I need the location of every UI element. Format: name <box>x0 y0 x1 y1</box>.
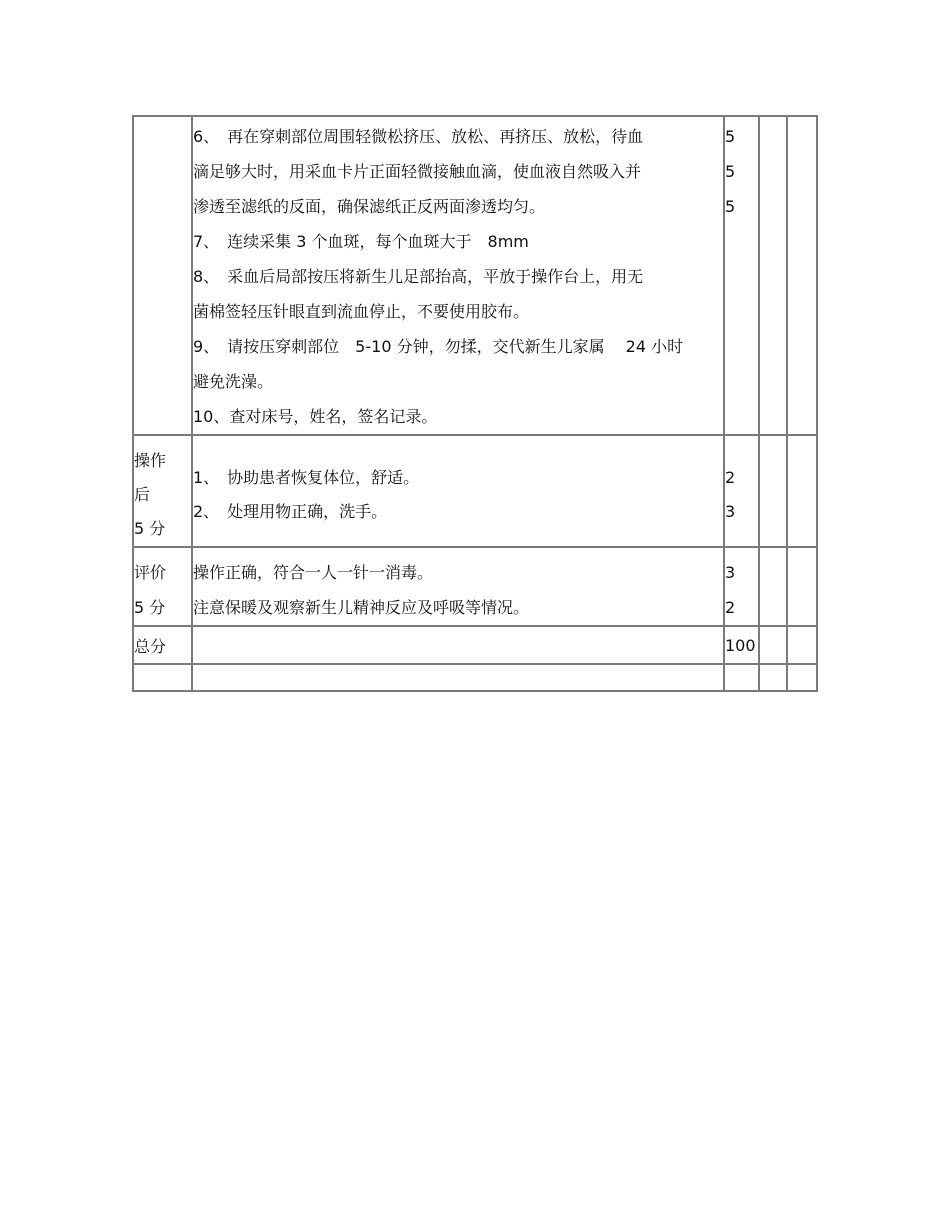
score-cell <box>724 116 759 435</box>
score-cell <box>724 547 759 626</box>
step-line: 渗透至滤纸的反面，确保滤纸正反两面渗透均匀。 <box>193 197 546 216</box>
content-cell <box>192 435 724 547</box>
blank-cell <box>133 664 192 691</box>
step-line: 1、 协助患者恢复体位，舒适。 <box>193 468 420 487</box>
blank-cell <box>759 547 787 626</box>
step-line: 6、 再在穿刺部位周围轻微松挤压、放松、再挤压、放松，待血 <box>193 127 644 146</box>
section-label: 5 分 <box>134 598 166 617</box>
scoring-table-container <box>132 115 816 692</box>
table-row-evaluation <box>133 547 817 626</box>
blank-cell <box>787 116 817 435</box>
section-label: 5 分 <box>134 519 166 538</box>
step-line: 滴足够大时，用采血卡片正面轻微接触血滴，使血液自然吸入并 <box>193 162 642 181</box>
step-line: 9、 请按压穿刺部位 5-10 分钟，勿揉，交代新生儿家属 24 小时 <box>193 337 684 356</box>
score-value: 5 <box>725 127 736 146</box>
score-cell <box>724 435 759 547</box>
step-line: 10、查对床号，姓名，签名记录。 <box>193 407 438 426</box>
blank-cell <box>787 626 817 664</box>
table-row-steps <box>133 116 817 435</box>
score-value: 3 <box>725 502 736 521</box>
step-line: 操作正确，符合一人一针一消毒。 <box>193 563 434 582</box>
blank-cell <box>724 664 759 691</box>
section-cell <box>133 547 192 626</box>
content-cell <box>192 116 724 435</box>
score-value: 2 <box>725 598 736 617</box>
blank-cell <box>787 435 817 547</box>
section-cell <box>133 435 192 547</box>
scoring-table <box>132 115 818 692</box>
score-value: 3 <box>725 563 736 582</box>
step-line: 2、 处理用物正确，洗手。 <box>193 502 388 521</box>
step-line: 8、 采血后局部按压将新生儿足部抬高，平放于操作台上，用无 <box>193 267 644 286</box>
section-label: 评价 <box>134 563 167 582</box>
content-cell <box>192 626 724 664</box>
content-cell <box>192 547 724 626</box>
table-row-after-op <box>133 435 817 547</box>
step-line: 菌棉签轻压针眼直到流血停止，不要使用胶布。 <box>193 302 530 321</box>
score-value: 5 <box>725 162 736 181</box>
blank-cell <box>759 664 787 691</box>
blank-cell <box>759 435 787 547</box>
score-value: 5 <box>725 197 736 216</box>
total-score: 100 <box>725 635 756 655</box>
step-line: 7、 连续采集 3 个血斑，每个血斑大于 8mm <box>193 232 529 251</box>
section-label: 操作 <box>134 451 167 470</box>
section-cell <box>133 116 192 435</box>
blank-cell <box>759 116 787 435</box>
blank-cell <box>787 664 817 691</box>
total-label: 总分 <box>134 636 167 656</box>
table-row-blank <box>133 664 817 691</box>
score-value: 2 <box>725 468 736 487</box>
section-label: 后 <box>134 485 151 504</box>
step-line: 注意保暖及观察新生儿精神反应及呼吸等情况。 <box>193 598 530 617</box>
blank-cell <box>759 626 787 664</box>
table-row-total <box>133 626 817 664</box>
step-line: 避免洗澡。 <box>193 372 274 391</box>
total-label-cell <box>133 626 192 664</box>
blank-cell <box>787 547 817 626</box>
blank-cell <box>192 664 724 691</box>
score-cell <box>724 626 759 664</box>
